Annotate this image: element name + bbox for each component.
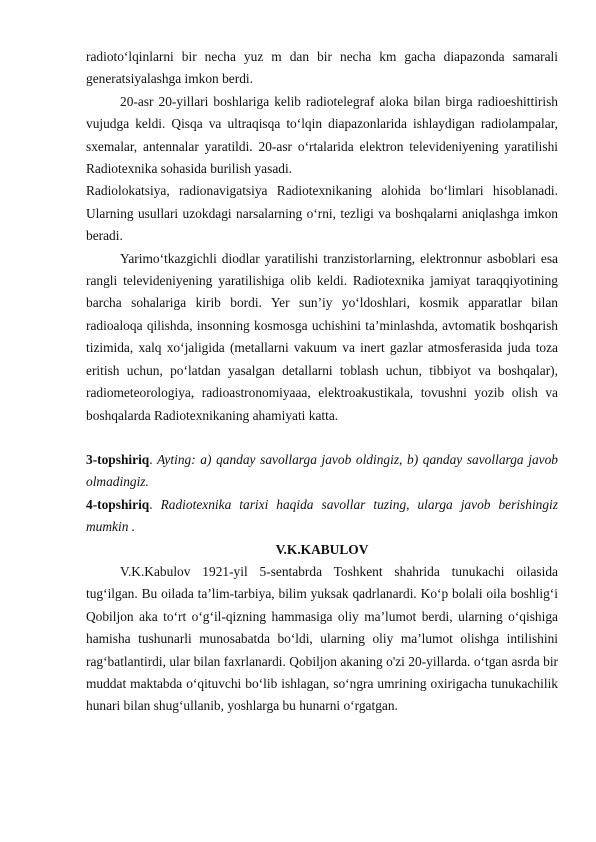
task-separator: . [149,451,153,467]
task-separator: . [149,496,153,512]
paragraph: radioto‘lqinlarni bir necha yuz m dan bir necha km gacha diapazonda samarali generatsiyalashga imkon berdi. [86,49,558,87]
spacer [86,427,558,449]
document-page [86,46,558,718]
task-4 [86,494,558,539]
task-label: 4-topshiriq [86,496,150,512]
task-3 [86,449,558,494]
paragraph: Yarimo‘tkazgichli diodlar yaratilishi tranzistorlarning, elektronnur asboblari esa rangli televideniyening yaratilishiga olib keldi. Radiotexnika jamiyat taraqqiyotining barcha sohalariga kirib bordi. Yer sun’iy yo‘ldoshlari, kosmik apparatlar bilan radioaloqa qilishda, insonning kosmosga uchishini ta’minlashda, avtomatik boshqarish tizimida, xalq xo‘jaligida (metallarni vakuum va inert gazlar atmosferasida juda toza eritish uchun, po‘latdan yasalgan detallarni toblash uchun, tibbiyot va boshqalar), radiometeorologiya, radioastronomiyaaa, elektroakustikala, tovushni yozib olish va boshqalarda Radiotexnikaning ahamiyati katta. [86,250,558,423]
task-text: Ayting: a) qanday savollarga javob oldingiz, b) qanday savollarga javob olmadingiz. [86,451,558,490]
paragraph: Radiolokatsiya, radionavigatsiya Radiotexnikaning alohida bo‘limlari hisoblanadi. Ularning usullari uzokdagi narsalarning o‘rni, tezligi va boshqalarni aniqlashga imkon beradi. [86,183,558,244]
section-heading: V.K.KABULOV [275,541,369,557]
bio-paragraph: V.K.Kabulov 1921-yil 5-sentabrda Toshkent shahrida tunukachi oilasida tug‘ilgan. Bu oilada ta’lim-tarbiya, bilim yuksak qadrlanardi. Ko‘p bolali oila boshlig‘i Qobiljon aka to‘rt o‘g‘il-qizning hammasiga oliy ma’lumot berdi, ularning o‘qishiga hamisha tushunarli munosabatda bo‘ldi, ularning oliy ma’lumot olishga intilishini rag‘batlantirdi, ular bilan faxrlanardi. Qobiljon akaning o'zi 20-yillarda. o‘tgan asrda bir muddat maktabda o‘qituvchi bo‘lib ishlagan, so‘ngra umrining oxirigacha tunukachilik hunari bilan shug‘ullanib, yoshlarga bu hunarni o‘rgatgan. [86,563,558,714]
paragraph: 20-asr 20-yillari boshlariga kelib radiotelegraf aloka bilan birga radioeshittirish vujudga keldi. Qisqa va ultraqisqa to‘lqin diapazonlarida ishlaydigan radiolampalar, sxemalar, antennalar yaratildi. 20-asr o‘rtalarida elektron televideniyening yaratilishi Radiotexnika sohasida burilish yasadi. [86,93,558,177]
task-text: Radiotexnika tarixi haqida savollar tuzing, ularga javob berishingiz mumkin . [86,496,558,535]
task-label: 3-topshiriq [86,451,150,467]
